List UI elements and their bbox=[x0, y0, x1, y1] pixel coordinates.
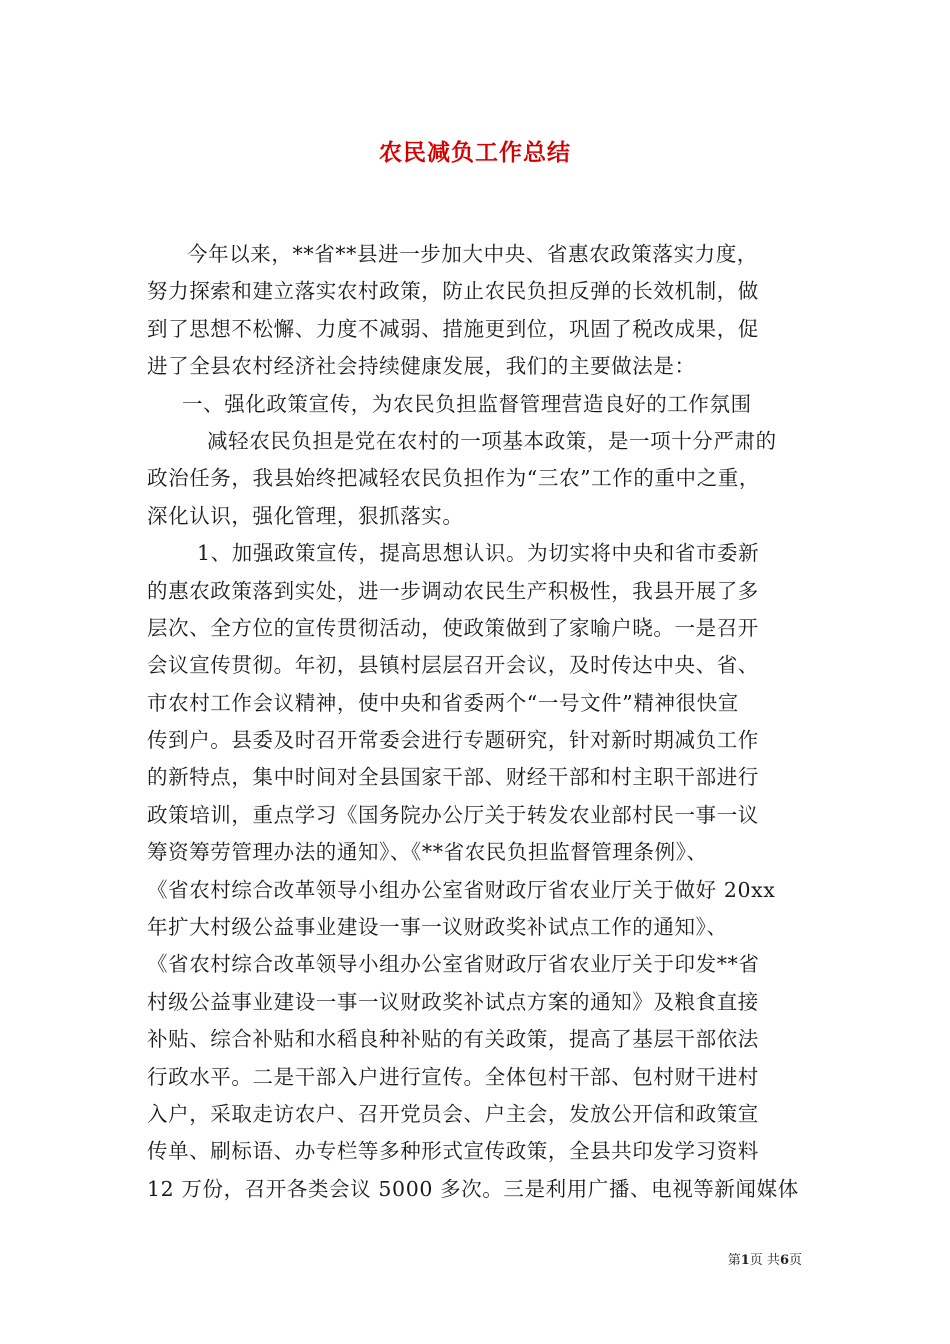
body-line: 《省农村综合改革领导小组办公室省财政厅省农业厅关于做好 20xx bbox=[147, 877, 776, 902]
body-line: 入户，采取走访农户、召开党员会、户主会，发放公开信和政策宣 bbox=[147, 1101, 759, 1126]
footer-total-pages: 6 bbox=[779, 1253, 789, 1268]
body-line: 行政水平。二是干部入户进行宣传。全体包村干部、包村财干进村 bbox=[147, 1064, 759, 1089]
body-line: 会议宣传贯彻。年初，县镇村层层召开会议，及时传达中央、省、 bbox=[147, 653, 759, 678]
body-line: 政治任务，我县始终把减轻农民负担作为“三农”工作的重中之重， bbox=[147, 466, 760, 491]
body-line: 补贴、综合补贴和水稻良种补贴的有关政策，提高了基层干部依法 bbox=[147, 1027, 759, 1052]
body-line: 一、强化政策宣传，为农民负担监督管理营造良好的工作氛围 bbox=[182, 391, 752, 416]
body-line: 市农村工作会议精神，使中央和省委两个“一号文件”精神很快宣 bbox=[147, 690, 739, 715]
page-footer bbox=[728, 1249, 802, 1268]
body-line: 筹资筹劳管理办法的通知》、《**省农民负担监督管理条例》、 bbox=[147, 840, 708, 865]
document-title: 农民减负工作总结 bbox=[379, 139, 571, 166]
document-body bbox=[147, 236, 827, 1208]
body-line: 12 万份，召开各类会议 5000 多次。三是利用广播、电视等新闻媒体 bbox=[147, 1176, 799, 1201]
body-line: 传到户。县委及时召开常委会进行专题研究，针对新时期减负工作 bbox=[147, 728, 759, 753]
body-line: 的新特点，集中时间对全县国家干部、财经干部和村主职干部进行 bbox=[147, 765, 759, 790]
body-line: 《省农村综合改革领导小组办公室省财政厅省农业厅关于印发**省 bbox=[147, 952, 760, 977]
body-line: 今年以来，**省**县进一步加大中央、省惠农政策落实力度， bbox=[187, 242, 758, 266]
body-line: 进了全县农村经济社会持续健康发展，我们的主要做法是： bbox=[147, 354, 696, 379]
body-line: 努力探索和建立落实农村政策，防止农民负担反弹的长效机制，做 bbox=[147, 279, 759, 304]
body-line: 的惠农政策落到实处，进一步调动农民生产积极性，我县开展了多 bbox=[147, 578, 759, 603]
body-line: 政策培训，重点学习《国务院办公厅关于转发农业部村民一事一议 bbox=[147, 802, 759, 827]
body-line: 层次、全方位的宣传贯彻活动，使政策做到了家喻户晓。一是召开 bbox=[147, 615, 759, 640]
body-line: 到了思想不松懈、力度不减弱、措施更到位，巩固了税改成果，促 bbox=[147, 316, 759, 341]
footer-prefix: 第 bbox=[727, 1253, 741, 1268]
body-line: 减轻农民负担是党在农村的一项基本政策，是一项十分严肃的 bbox=[207, 428, 777, 453]
footer-middle: 页 共 bbox=[749, 1253, 780, 1268]
body-line: 村级公益事业建设一事一议财政奖补试点方案的通知》及粮食直接 bbox=[147, 989, 759, 1014]
body-line: 深化认识，强化管理，狠抓落实。 bbox=[147, 503, 464, 528]
footer-current-page: 1 bbox=[740, 1253, 750, 1268]
body-line: 年扩大村级公益事业建设一事一议财政奖补试点工作的通知》、 bbox=[147, 915, 728, 940]
body-line: 传单、刷标语、办专栏等多种形式宣传政策，全县共印发学习资料 bbox=[147, 1139, 759, 1164]
body-line: 1、加强政策宣传，提高思想认识。为切实将中央和省市委新 bbox=[197, 541, 760, 566]
footer-suffix: 页 bbox=[788, 1253, 802, 1268]
